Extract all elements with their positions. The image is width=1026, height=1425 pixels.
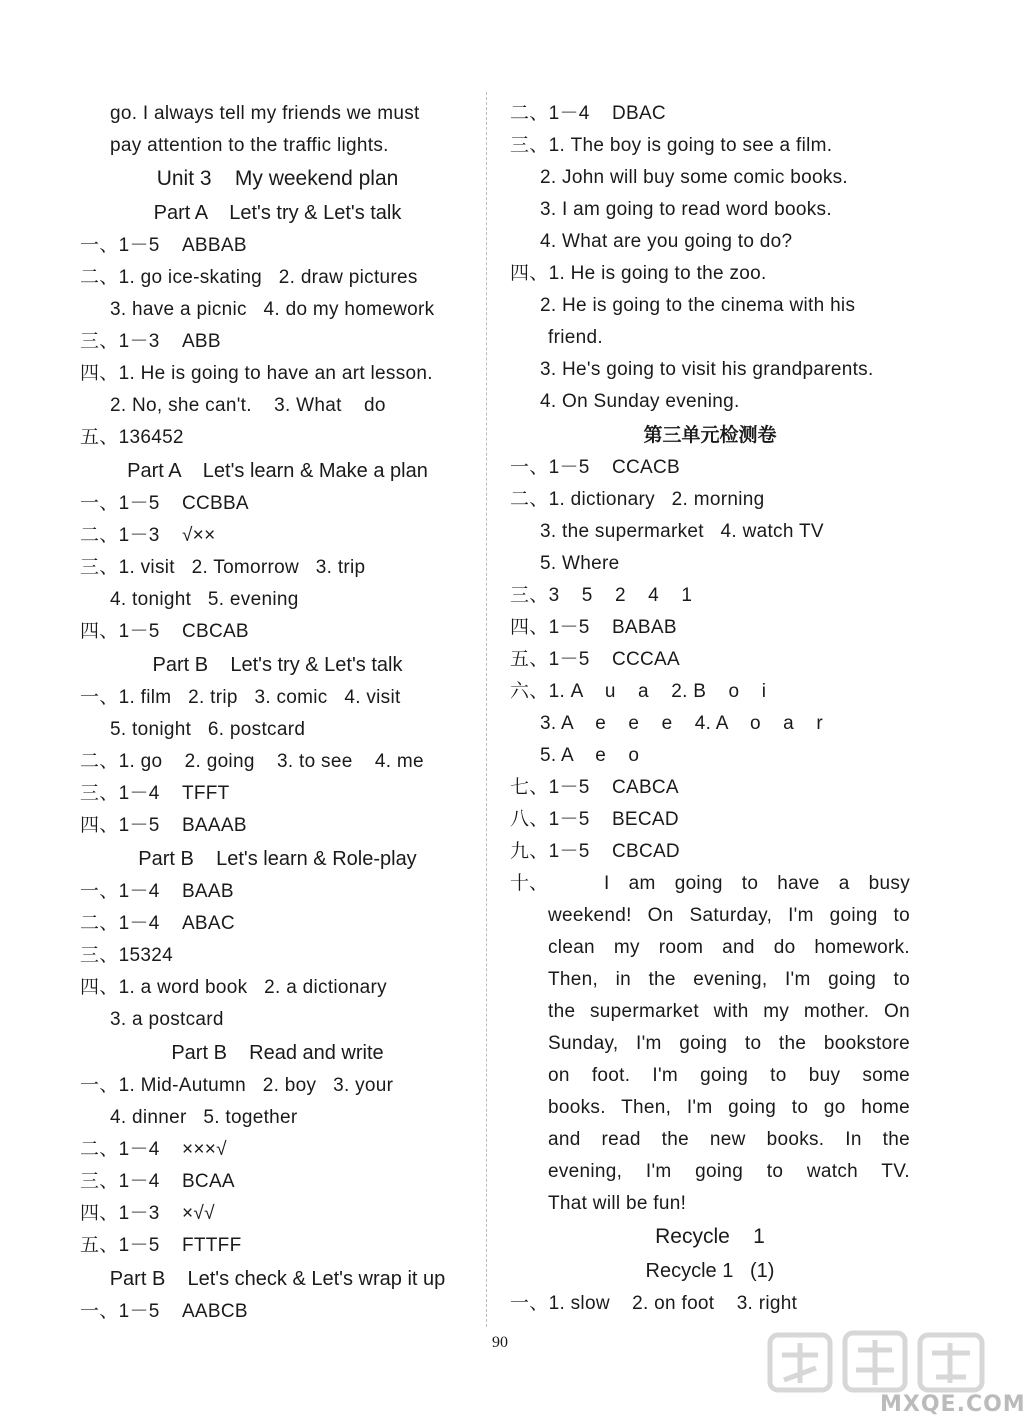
answer-line: 二、1. dictionary 2. morning [510,489,765,510]
section-heading: Recycle 1 (1) [645,1260,775,1282]
answer-line: 五、1－5 FTTFF [80,1235,242,1256]
answer-line: 3. A e e e 4. A o a r [540,713,823,734]
answer-line: friend. [548,327,603,348]
essay-line: Sunday, I'm going to the bookstore [548,1033,910,1054]
answer-line: 3. a postcard [110,1009,224,1030]
essay-line: That will be fun! [548,1193,687,1214]
answer-line: 三、1. visit 2. Tomorrow 3. trip [80,557,366,578]
answer-line: 八、1－5 BECAD [510,809,679,830]
answer-line: 三、15324 [80,945,173,966]
section-heading: Unit 3 My weekend plan [156,167,399,190]
answer-line: 四、1－3 ×√√ [80,1203,215,1224]
answer-line: 3. I am going to read word books. [540,199,832,220]
answer-line: 二、1－3 √×× [80,525,216,546]
section-heading: 第三单元检测卷 [643,424,777,446]
section-heading: Part B Let's learn & Role-play [138,848,417,870]
essay-line: the supermarket with my mother. On [548,1001,910,1022]
answer-line: 二、1. go 2. going 3. to see 4. me [80,751,424,772]
answer-line: 一、1. film 2. trip 3. comic 4. visit [80,687,401,708]
answer-line: 二、1－4 ABAC [80,913,235,934]
answer-line: 四、1. a word book 2. a dictionary [80,977,387,998]
answer-line: 2. He is going to the cinema with his [540,295,856,316]
answer-line: 四、1－5 BAAAB [80,815,247,836]
answer-line: 三、1－4 BCAA [80,1171,235,1192]
answer-line: 5. A e o [540,745,640,766]
answer-line: 2. John will buy some comic books. [540,167,848,188]
answer-line: 4. tonight 5. evening [110,589,299,610]
answer-line: 四、1. He is going to the zoo. [510,263,767,284]
answer-line: 六、1. A u a 2. B o i [510,681,767,702]
section-heading: Recycle 1 [655,1225,765,1248]
section-heading: Part A Let's learn & Make a plan [127,460,428,482]
answer-line: pay attention to the traffic lights. [110,135,389,156]
answer-line: 一、1. Mid-Autumn 2. boy 3. your [80,1075,394,1096]
essay-line: I am going to have a busy [604,873,910,894]
answer-line: 一、1. slow 2. on foot 3. right [510,1293,798,1314]
answer-line: 一、1－5 ABBAB [80,235,247,256]
answer-line: 4. On Sunday evening. [540,391,740,412]
section-heading: Part B Let's try & Let's talk [152,654,403,676]
answer-line: 一、1－5 CCACB [510,457,680,478]
answer-line: 二、1－4 ×××√ [80,1139,227,1160]
essay-label: 十、 [510,873,549,894]
section-heading: Part B Read and write [171,1042,384,1064]
answer-line: 九、1－5 CBCAD [510,841,680,862]
essay-line: Then, in the evening, I'm going to [548,969,910,990]
answer-line: 五、1－5 CCCAA [510,649,680,670]
answer-line: 一、1－5 AABCB [80,1301,248,1322]
answer-line: 一、1－4 BAAB [80,881,234,902]
essay-line: evening, I'm going to watch TV. [548,1161,910,1182]
answer-line: 4. What are you going to do? [540,231,793,252]
answer-line: 四、1－5 CBCAB [80,621,249,642]
answer-line: 3. He's going to visit his grandparents. [540,359,874,380]
right-column [510,98,910,1320]
answer-line: go. I always tell my friends we must [110,103,420,124]
answer-line: 3. have a picnic 4. do my homework [110,299,435,320]
page-number: 90 [492,1334,508,1351]
answer-line: 一、1－5 CCBBA [80,493,249,514]
answer-line: 4. dinner 5. together [110,1107,298,1128]
answer-line: 三、1－4 TFFT [80,783,230,804]
column-divider [486,92,487,1327]
answer-line: 三、1－3 ABB [80,331,221,352]
answer-line: 七、1－5 CABCA [510,777,679,798]
section-heading: Part B Let's check & Let's wrap it up [109,1268,446,1290]
answer-line: 三、1. The boy is going to see a film. [510,135,833,156]
essay-line: clean my room and do homework. [548,937,910,958]
essay-answer [510,868,910,1220]
essay-line: on foot. I'm going to buy some [548,1065,910,1086]
answer-line: 三、3 5 2 4 1 [510,585,693,606]
answer-line: 二、1－4 DBAC [510,103,666,124]
watermark-text: MXQE.COM [880,1392,1026,1417]
essay-line: books. Then, I'm going to go home [548,1097,910,1118]
answer-line: 二、1. go ice-skating 2. draw pictures [80,267,418,288]
answer-line: 四、1. He is going to have an art lesson. [80,363,433,384]
answer-line: 5. tonight 6. postcard [110,719,306,740]
left-column [80,98,475,1328]
section-heading: Part A Let's try & Let's talk [153,202,402,224]
answer-line: 四、1－5 BABAB [510,617,677,638]
answer-line: 五、136452 [80,427,184,448]
answer-line: 2. No, she can't. 3. What do [110,395,386,416]
answer-line: 3. the supermarket 4. watch TV [540,521,824,542]
essay-line: and read the new books. In the [548,1129,910,1150]
answer-line: 5. Where [540,553,620,574]
essay-line: weekend! On Saturday, I'm going to [548,905,910,926]
